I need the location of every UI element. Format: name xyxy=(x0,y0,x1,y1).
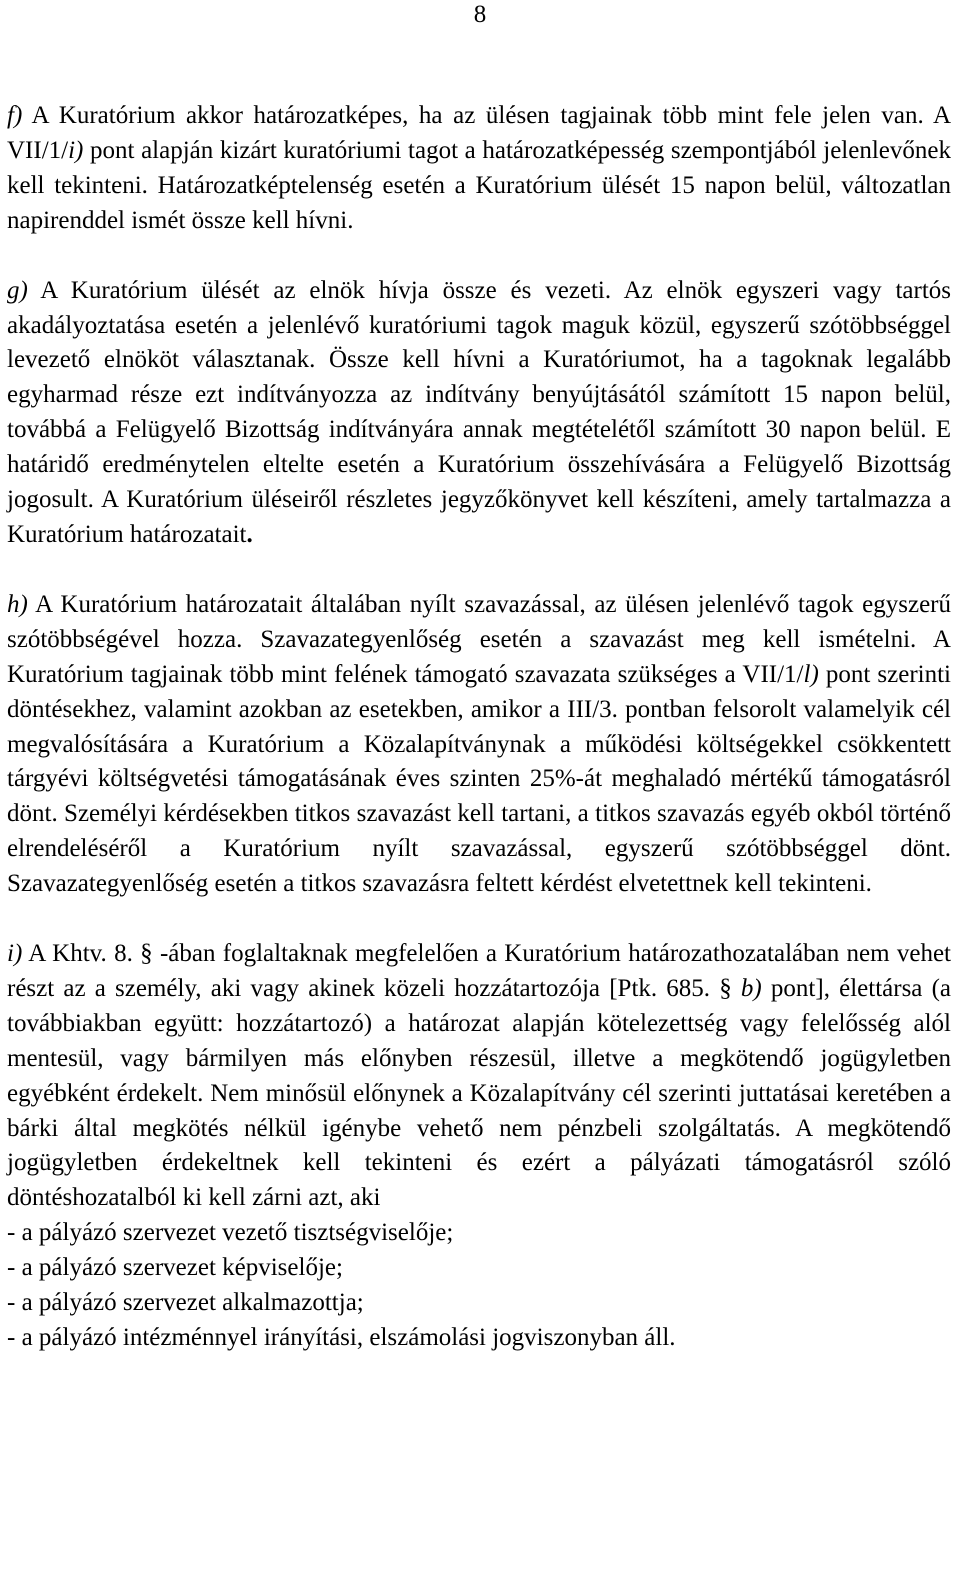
paragraph-f-text-2: pont alapján kizárt kuratóriumi tagot a határozatképesség szempontjából jelenlevőnek kell tekinteni. Határozatképtelenség esetén a Kuratórium ülését 15 napon belül, változatlan napirenddel ismét össze kell hívni. xyxy=(7,136,951,234)
paragraph-h-label: h) xyxy=(7,590,28,618)
paragraph-f-text-1: A Kuratórium akkor határozatképes, ha az ülésen tagjainak több mint fele jelen van. A VII/1/ xyxy=(7,102,951,164)
paragraph-g-label: g) xyxy=(7,276,28,304)
paragraph-f-label: f) xyxy=(7,102,23,129)
paragraph-i-text-2: pont], élettársa (a továbbiakban együtt: hozzátartozó) a határozat alapján kötelezettség vagy felelősség alól mentesül, vagy bármilyen más előnyben részesül, illetve a megkötendő jogügyletben egyébként érdekelt. Nem minősül előnynek a Közalapítvány cél szerinti juttatásai keretében a bárki által megkötés nélkül igénybe vehető nem pénzbeli szolgáltatás. A megkötendő jogügyletben érdekeltnek kell tekinteni és ezért a pályázati támogatásról szóló döntéshozatalból ki kell zárni azt, aki xyxy=(7,974,952,1212)
paragraph-i-reference: b) xyxy=(740,974,762,1002)
list-item: - a pályázó intézménnyel irányítási, elszámolási jogviszonyban áll. xyxy=(7,1324,676,1351)
page-number: 8 xyxy=(473,1,487,28)
paragraph-i-text-1: A Khtv. 8. § -ában foglaltaknak megfelelően a Kuratórium határozathozatalában nem vehet részt az a személy, aki vagy akinek közeli hozzátartozója [Ptk. 685. § xyxy=(7,940,951,1002)
paragraph-f-reference: i) xyxy=(68,136,84,164)
exclusion-list xyxy=(7,1216,951,1356)
paragraph-i-label: i) xyxy=(7,940,23,968)
paragraph-g-text: A Kuratórium ülését az elnök hívja össze és vezeti. Az elnök egyszeri vagy tartós akadályoztatása esetén a jelenlévő kuratóriumi tagok maguk közül, egyszerű szótöbbséggel levezető elnököt választanak. Össze kell hívni a Kuratóriumot, ha a tagoknak legalább egyharmad része ezt indítványozza az indítvány benyújtásától számított 15 napon belül, továbbá a Felügyelő Bizottság indítványára annak megtételétől számított 30 napon belül. E határidő eredménytelen eltelte esetén a Kuratórium összehívására a Felügyelő Bizottság jogosult. A Kuratórium üléseiről részletes jegyzőkönyvet kell készíteni, amely tartalmazza a Kuratórium határozatait xyxy=(7,276,951,548)
list-item: - a pályázó szervezet alkalmazottja; xyxy=(7,1289,364,1317)
paragraph-g-end: . xyxy=(246,520,253,548)
paragraph-h-text-2: pont szerinti döntésekhez, valamint azokban az esetekben, amikor a III/3. pontban felsorolt valamelyik cél megvalósítására a Kuratórium a Közalapítványnak a működési költségekkel csökkentett tárgyévi költségvetési támogatásának éves szinten 25%-át meghaladó mértékű támogatásról dönt. Személyi kérdésekben titkos szavazást kell tartani, a titkos szavazás egyéb okból történő elrendeléséről a Kuratórium nyílt szavazással, egyszerű szótöbbséggel dönt. Szavazategyenlőség esetén a titkos szavazásra feltett kérdést elvetettnek kell tekinteni. xyxy=(7,660,952,898)
paragraph-i xyxy=(7,937,951,1216)
document-body xyxy=(7,99,951,1356)
paragraph-h-reference: l) xyxy=(803,660,819,688)
list-item: - a pályázó szervezet képviselője; xyxy=(7,1254,343,1282)
paragraph-g xyxy=(7,274,951,553)
paragraph-h-text-1: A Kuratórium határozatait általában nyílt szavazással, az ülésen jelenlévő tagok egyszerű szótöbbségével hozza. Szavazategyenlőség esetén a szavazást meg kell ismételni. A Kuratórium tagjainak több mint felének támogató szavazata szükséges a VII/1/ xyxy=(7,590,951,688)
paragraph-h xyxy=(7,588,951,902)
paragraph-f xyxy=(7,99,951,239)
list-item: - a pályázó szervezet vezető tisztségviselője; xyxy=(7,1219,454,1247)
